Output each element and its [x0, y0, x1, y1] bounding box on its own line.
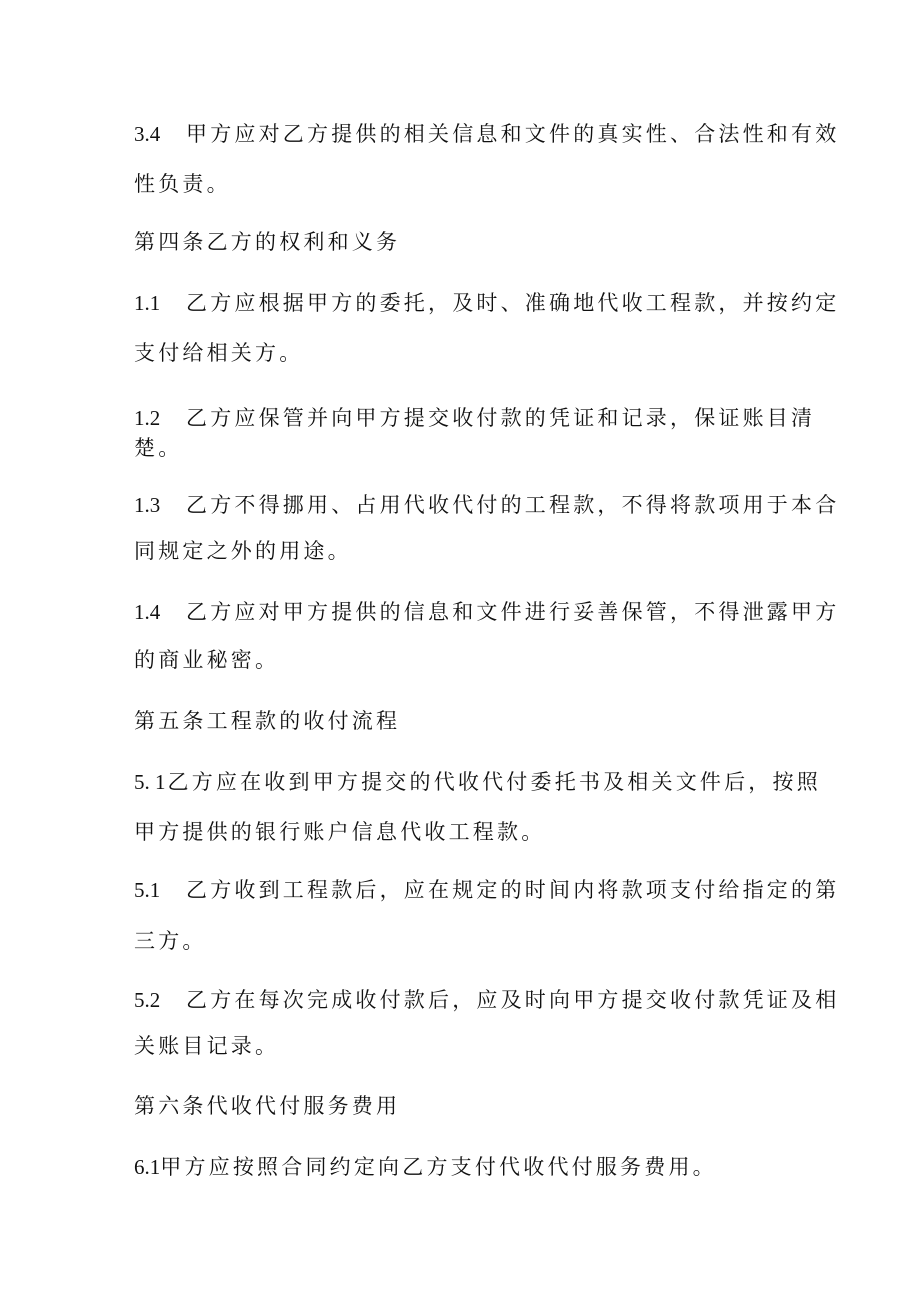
clause-text-line: 支付给相关方。 [134, 341, 304, 365]
clause-text-line: 甲方应对乙方提供的相关信息和文件的真实性、合法性和有效 [186, 122, 840, 146]
clause-number: 3.4 [134, 122, 161, 146]
heading-text: 第五条工程款的收付流程 [134, 709, 401, 733]
clause-number: 5. 1 [134, 770, 166, 794]
heading-text: 第六条代收代付服务费用 [134, 1094, 401, 1118]
clause-text-line: 乙方应对甲方提供的信息和文件进行妥善保管，不得泄露甲方 [186, 600, 840, 624]
clause-number: 1.3 [134, 493, 161, 517]
clause-text-line: 乙方应根据甲方的委托，及时、准确地代收工程款，并按约定 [186, 291, 840, 315]
clause-number: 1.1 [134, 291, 161, 315]
clause-text-line: 三方。 [134, 929, 207, 953]
clause-text-line: 乙方在每次完成收付款后，应及时向甲方提交收付款凭证及相 [186, 988, 840, 1012]
clause-number: 6.1 [134, 1155, 161, 1179]
clause-text-line: 的商业秘密。 [134, 648, 280, 672]
heading-text: 第四条乙方的权利和义务 [134, 230, 401, 254]
clause-number: 5.2 [134, 988, 161, 1012]
clause-number: 5.1 [134, 878, 161, 902]
clause-text-line: 甲方提供的银行账户信息代收工程款。 [134, 820, 546, 844]
clause-text-line: 关账目记录。 [134, 1034, 280, 1058]
clause-text-line: 乙方不得挪用、占用代收代付的工程款，不得将款项用于本合 [186, 493, 840, 517]
clause-text-line: 同规定之外的用途。 [134, 539, 352, 563]
clause-text-line: 性负责。 [134, 172, 231, 196]
clause-text-line: 乙方收到工程款后，应在规定的时间内将款项支付给指定的第 [186, 878, 840, 902]
clause-text-line: 乙方应保管并向甲方提交收付款的凭证和记录，保证账目清 [186, 406, 816, 430]
clause-number: 1.2 [134, 406, 161, 430]
clause-text-line: 乙方应在收到甲方提交的代收代付委托书及相关文件后，按照 [167, 770, 821, 794]
clause-number: 1.4 [134, 600, 161, 624]
clause-text-line: 楚。 [134, 436, 183, 460]
clause-text-line: 甲方应按照合同约定向乙方支付代收代付服务费用。 [160, 1155, 717, 1179]
